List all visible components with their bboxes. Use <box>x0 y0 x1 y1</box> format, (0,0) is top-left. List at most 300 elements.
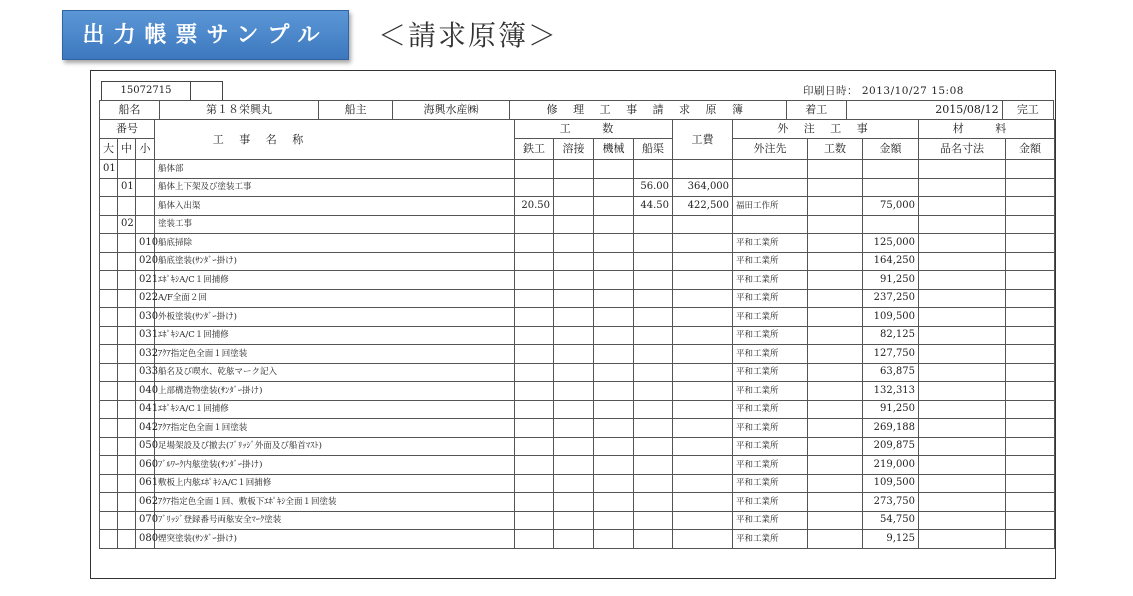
labor-cost-cell <box>673 382 733 401</box>
large-code-cell <box>100 197 118 216</box>
iron-hours-cell <box>515 160 554 179</box>
machine-hours-cell <box>594 215 634 234</box>
large-code-cell <box>100 308 118 327</box>
machine-hours-cell <box>594 345 634 364</box>
weld-hours-cell <box>554 419 594 438</box>
iron-hours-cell <box>515 400 554 419</box>
item-spec-label: 品名寸法 <box>919 139 1006 160</box>
table-row <box>100 474 1055 493</box>
vendor-cell: 平和工業所 <box>733 234 808 253</box>
vendor-hours-cell <box>808 456 863 475</box>
labor-cost-cell <box>673 252 733 271</box>
fitting-hours-cell <box>634 308 673 327</box>
machine-hours-cell <box>594 382 634 401</box>
weld-hours-cell <box>554 234 594 253</box>
vendor-cell: 平和工業所 <box>733 400 808 419</box>
labor-cost-cell <box>673 437 733 456</box>
large-code-cell <box>100 363 118 382</box>
ship-label: 船名 <box>100 101 160 120</box>
work-name-cell: 塗装工事 <box>155 215 515 234</box>
iron-label: 鉄工 <box>515 139 554 160</box>
material-amount-cell <box>1006 345 1055 364</box>
vendor-hours-cell <box>808 197 863 216</box>
mid-code-cell <box>118 400 136 419</box>
small-code-cell <box>136 215 155 234</box>
large-code-cell <box>100 345 118 364</box>
work-name-cell: 船体上下架及び塗装工事 <box>155 178 515 197</box>
machine-hours-cell <box>594 474 634 493</box>
machine-hours-cell <box>594 363 634 382</box>
small-label: 小 <box>136 139 155 160</box>
vendor-hours-cell <box>808 308 863 327</box>
material-amount-cell <box>1006 308 1055 327</box>
large-code-cell <box>100 178 118 197</box>
mid-code-cell: 02 <box>118 215 136 234</box>
print-datetime-value: 2013/10/27 15:08 <box>861 85 964 97</box>
work-name-cell: 船底掃除 <box>155 234 515 253</box>
amount-label: 金額 <box>863 139 919 160</box>
mid-code-cell <box>118 456 136 475</box>
vendor-hours-cell <box>808 511 863 530</box>
vendor-cell: 平和工業所 <box>733 363 808 382</box>
table-row <box>100 289 1055 308</box>
vendor-cell: 平和工業所 <box>733 493 808 512</box>
large-code-cell <box>100 474 118 493</box>
iron-hours-cell <box>515 474 554 493</box>
fitting-hours-cell <box>634 363 673 382</box>
small-code-cell: 070 <box>136 511 155 530</box>
small-code-cell: 022 <box>136 289 155 308</box>
amount-cell: 109,500 <box>863 308 919 327</box>
start-date: 2015/08/12 <box>846 101 1002 120</box>
material-amount-cell <box>1006 530 1055 549</box>
iron-hours-cell: 20.50 <box>515 197 554 216</box>
table-row <box>100 215 1055 234</box>
material-amount-cell <box>1006 160 1055 179</box>
fitting-hours-cell <box>634 271 673 290</box>
mid-code-cell <box>118 234 136 253</box>
vendor-hours-cell <box>808 289 863 308</box>
mid-code-cell: 01 <box>118 178 136 197</box>
labor-cost-cell <box>673 511 733 530</box>
mid-code-cell <box>118 197 136 216</box>
fitting-hours-cell: 56.00 <box>634 178 673 197</box>
manhours-label: 工 数 <box>515 120 673 139</box>
amount-cell: 269,188 <box>863 419 919 438</box>
amount-cell: 219,000 <box>863 456 919 475</box>
small-code-cell: 031 <box>136 326 155 345</box>
machine-hours-cell <box>594 530 634 549</box>
labor-cost-cell: 422,500 <box>673 197 733 216</box>
work-name-cell: ｱｸｱ指定色全面１回、敷板下ｴﾎﾟｷｼ全面１回塗装 <box>155 493 515 512</box>
ship-name: 第１８栄興丸 <box>159 101 318 120</box>
print-datetime-label: 印刷日時： <box>803 85 858 97</box>
machine-hours-cell <box>594 271 634 290</box>
table-row <box>100 326 1055 345</box>
item-spec-cell <box>919 363 1006 382</box>
table-row <box>100 178 1055 197</box>
labor-cost-cell <box>673 530 733 549</box>
iron-hours-cell <box>515 252 554 271</box>
vendor-cell <box>733 160 808 179</box>
labor-cost-label: 工費 <box>673 120 733 160</box>
weld-hours-cell <box>554 289 594 308</box>
weld-hours-cell <box>554 215 594 234</box>
weld-label: 溶接 <box>554 139 594 160</box>
table-row <box>100 419 1055 438</box>
ledger-title: 修 理 工 事 請 求 原 簿 <box>509 101 786 120</box>
mid-code-cell <box>118 511 136 530</box>
amount-cell: 237,250 <box>863 289 919 308</box>
vendor-cell: 平和工業所 <box>733 326 808 345</box>
work-name-cell: ｴﾎﾟｷｼA/C１回捕修 <box>155 271 515 290</box>
amount-cell: 125,000 <box>863 234 919 253</box>
mid-code-cell <box>118 326 136 345</box>
mid-code-cell <box>118 363 136 382</box>
item-spec-cell <box>919 326 1006 345</box>
fitting-hours-cell <box>634 326 673 345</box>
vendor-hours-cell <box>808 215 863 234</box>
vendor-cell: 平和工業所 <box>733 289 808 308</box>
table-row <box>100 252 1055 271</box>
amount-cell: 132,313 <box>863 382 919 401</box>
item-spec-cell <box>919 308 1006 327</box>
table-row <box>100 437 1055 456</box>
work-name-cell: A/F全面２回 <box>155 289 515 308</box>
small-code-cell: 010 <box>136 234 155 253</box>
vendor-cell: 平和工業所 <box>733 308 808 327</box>
work-name-label: 工 事 名 称 <box>155 120 515 160</box>
table-row <box>100 363 1055 382</box>
item-spec-cell <box>919 511 1006 530</box>
amount-cell <box>863 178 919 197</box>
amount-cell <box>863 215 919 234</box>
item-spec-cell <box>919 215 1006 234</box>
material-amount-cell <box>1006 456 1055 475</box>
vendor-cell: 平和工業所 <box>733 382 808 401</box>
vendor-hours-cell <box>808 382 863 401</box>
large-code-cell: 01 <box>100 160 118 179</box>
amount-cell: 63,875 <box>863 363 919 382</box>
small-code-cell: 062 <box>136 493 155 512</box>
fitting-hours-cell <box>634 160 673 179</box>
machine-hours-cell <box>594 437 634 456</box>
weld-hours-cell <box>554 382 594 401</box>
fitting-hours-cell <box>634 474 673 493</box>
material-amount-cell <box>1006 289 1055 308</box>
material-amount-cell <box>1006 400 1055 419</box>
item-spec-cell <box>919 419 1006 438</box>
ledger-table <box>99 100 1054 120</box>
vendor-cell: 平和工業所 <box>733 419 808 438</box>
iron-hours-cell <box>515 215 554 234</box>
amount-cell: 127,750 <box>863 345 919 364</box>
labor-cost-cell <box>673 234 733 253</box>
vendor-cell: 平和工業所 <box>733 345 808 364</box>
vendor-hours-cell <box>808 363 863 382</box>
item-spec-cell <box>919 456 1006 475</box>
fitting-label: 船渠 <box>634 139 673 160</box>
header-row-1 <box>100 101 1054 120</box>
print-datetime <box>803 83 964 98</box>
mid-code-cell <box>118 308 136 327</box>
large-label: 大 <box>100 139 118 160</box>
fitting-hours-cell <box>634 419 673 438</box>
weld-hours-cell <box>554 345 594 364</box>
large-code-cell <box>100 382 118 401</box>
mid-code-cell <box>118 160 136 179</box>
work-name-cell: 上部構造物塗装(ｻﾝﾀﾞｰ掛け) <box>155 382 515 401</box>
item-spec-cell <box>919 437 1006 456</box>
material-amount-cell <box>1006 511 1055 530</box>
start-label: 着工 <box>786 101 846 120</box>
material-amount-cell <box>1006 252 1055 271</box>
work-name-cell: 外板塗装(ｻﾝﾀﾞｰ掛け) <box>155 308 515 327</box>
machine-hours-cell <box>594 308 634 327</box>
vendor-hours-cell <box>808 437 863 456</box>
vendor-cell: 平和工業所 <box>733 511 808 530</box>
iron-hours-cell <box>515 493 554 512</box>
vendor-cell: 平和工業所 <box>733 474 808 493</box>
table-row <box>100 160 1055 179</box>
work-name-cell: ﾌﾞﾙﾜｰｸ内舷塗装(ｻﾝﾀﾞｰ掛け) <box>155 456 515 475</box>
item-spec-cell <box>919 530 1006 549</box>
weld-hours-cell <box>554 530 594 549</box>
iron-hours-cell <box>515 437 554 456</box>
item-spec-cell <box>919 345 1006 364</box>
labor-cost-cell <box>673 160 733 179</box>
mid-code-cell <box>118 382 136 401</box>
fitting-hours-cell <box>634 215 673 234</box>
labor-cost-cell <box>673 215 733 234</box>
vendor-hours-cell <box>808 400 863 419</box>
number-label: 番号 <box>100 120 155 139</box>
weld-hours-cell <box>554 197 594 216</box>
document-number: 15072715 <box>101 81 191 100</box>
vendor-cell: 平和工業所 <box>733 437 808 456</box>
weld-hours-cell <box>554 493 594 512</box>
vendor-cell: 平和工業所 <box>733 271 808 290</box>
iron-hours-cell <box>515 456 554 475</box>
item-spec-cell <box>919 400 1006 419</box>
amount-cell: 91,250 <box>863 400 919 419</box>
mid-label: 中 <box>118 139 136 160</box>
mid-code-cell <box>118 530 136 549</box>
machine-hours-cell <box>594 326 634 345</box>
iron-hours-cell <box>515 326 554 345</box>
large-code-cell <box>100 400 118 419</box>
labor-cost-cell <box>673 474 733 493</box>
labor-cost-cell <box>673 456 733 475</box>
small-code-cell <box>136 197 155 216</box>
work-name-cell: ｴﾎﾟｷｼA/C１回捕修 <box>155 400 515 419</box>
item-spec-cell <box>919 493 1006 512</box>
fitting-hours-cell <box>634 456 673 475</box>
labor-cost-cell <box>673 289 733 308</box>
vendor-cell: 平和工業所 <box>733 456 808 475</box>
fitting-hours-cell <box>634 400 673 419</box>
labor-cost-cell: 364,000 <box>673 178 733 197</box>
iron-hours-cell <box>515 363 554 382</box>
mid-code-cell <box>118 419 136 438</box>
machine-hours-cell <box>594 400 634 419</box>
large-code-cell <box>100 271 118 290</box>
work-name-cell: ｴﾎﾟｷｼA/C１回捕修 <box>155 326 515 345</box>
small-code-cell: 020 <box>136 252 155 271</box>
iron-hours-cell <box>515 530 554 549</box>
amount-cell <box>863 160 919 179</box>
vendor-cell <box>733 178 808 197</box>
item-spec-cell <box>919 160 1006 179</box>
labor-cost-cell <box>673 345 733 364</box>
large-code-cell <box>100 326 118 345</box>
fitting-hours-cell <box>634 289 673 308</box>
item-spec-cell <box>919 197 1006 216</box>
mid-code-cell <box>118 271 136 290</box>
weld-hours-cell <box>554 511 594 530</box>
machine-hours-cell <box>594 252 634 271</box>
table-row <box>100 400 1055 419</box>
iron-hours-cell <box>515 419 554 438</box>
weld-hours-cell <box>554 474 594 493</box>
labor-cost-cell <box>673 419 733 438</box>
work-name-cell: ｱｸｱ指定色全面１回塗装 <box>155 419 515 438</box>
amount-cell: 273,750 <box>863 493 919 512</box>
fitting-hours-cell <box>634 252 673 271</box>
mid-code-cell <box>118 437 136 456</box>
vendor-hours-cell <box>808 419 863 438</box>
labor-cost-cell <box>673 308 733 327</box>
sample-banner: 出力帳票サンプル <box>62 10 349 60</box>
machine-hours-cell <box>594 234 634 253</box>
material-label: 材 料 <box>919 120 1055 139</box>
machine-hours-cell <box>594 419 634 438</box>
material-amount-cell <box>1006 178 1055 197</box>
labor-cost-cell <box>673 326 733 345</box>
small-code-cell: 032 <box>136 345 155 364</box>
vendor-cell: 平和工業所 <box>733 252 808 271</box>
iron-hours-cell <box>515 289 554 308</box>
table-row <box>100 493 1055 512</box>
iron-hours-cell <box>515 271 554 290</box>
fitting-hours-cell <box>634 382 673 401</box>
weld-hours-cell <box>554 160 594 179</box>
ledger-rows <box>100 160 1055 549</box>
mid-code-cell <box>118 289 136 308</box>
large-code-cell <box>100 252 118 271</box>
amount-cell: 9,125 <box>863 530 919 549</box>
item-spec-cell <box>919 178 1006 197</box>
vendor-hours-cell <box>808 160 863 179</box>
material-amount-cell <box>1006 197 1055 216</box>
machine-hours-cell <box>594 197 634 216</box>
machine-label: 機械 <box>594 139 634 160</box>
table-row <box>100 530 1055 549</box>
amount-cell: 82,125 <box>863 326 919 345</box>
machine-hours-cell <box>594 289 634 308</box>
large-code-cell <box>100 215 118 234</box>
material-amount-cell <box>1006 215 1055 234</box>
weld-hours-cell <box>554 308 594 327</box>
item-spec-cell <box>919 289 1006 308</box>
material-amount-cell <box>1006 382 1055 401</box>
small-code-cell: 033 <box>136 363 155 382</box>
large-code-cell <box>100 456 118 475</box>
vendor-cell <box>733 215 808 234</box>
amount-cell: 109,500 <box>863 474 919 493</box>
small-code-cell: 042 <box>136 419 155 438</box>
vendor-hours-label: 工数 <box>808 139 863 160</box>
table-row <box>100 345 1055 364</box>
small-code-cell: 050 <box>136 437 155 456</box>
sheet-top-line <box>91 71 1055 101</box>
vendor-hours-cell <box>808 252 863 271</box>
iron-hours-cell <box>515 234 554 253</box>
material-amount-cell <box>1006 474 1055 493</box>
iron-hours-cell <box>515 308 554 327</box>
amount-cell: 209,875 <box>863 437 919 456</box>
work-name-cell: 足場架設及び撤去(ﾌﾞﾘｯｼﾞ外面及び船首ﾏｽﾄ) <box>155 437 515 456</box>
mid-code-cell <box>118 474 136 493</box>
item-spec-cell <box>919 252 1006 271</box>
weld-hours-cell <box>554 437 594 456</box>
material-amount-cell <box>1006 326 1055 345</box>
table-row <box>100 197 1055 216</box>
item-spec-cell <box>919 234 1006 253</box>
small-code-cell: 041 <box>136 400 155 419</box>
large-code-cell <box>100 530 118 549</box>
item-spec-cell <box>919 474 1006 493</box>
mid-code-cell <box>118 345 136 364</box>
vendor-hours-cell <box>808 326 863 345</box>
work-name-cell: 船名及び喫水、乾舷マーク記入 <box>155 363 515 382</box>
large-code-cell <box>100 234 118 253</box>
small-code-cell: 040 <box>136 382 155 401</box>
material-amount-label: 金額 <box>1006 139 1055 160</box>
iron-hours-cell <box>515 178 554 197</box>
vendor-cell: 福田工作所 <box>733 197 808 216</box>
vendor-hours-cell <box>808 345 863 364</box>
amount-cell: 164,250 <box>863 252 919 271</box>
item-spec-cell <box>919 382 1006 401</box>
work-name-cell: 船体入出渠 <box>155 197 515 216</box>
header-row-2 <box>100 120 1055 139</box>
iron-hours-cell <box>515 382 554 401</box>
machine-hours-cell <box>594 178 634 197</box>
weld-hours-cell <box>554 400 594 419</box>
work-name-cell: 煙突塗装(ｻﾝﾀﾞｰ掛け) <box>155 530 515 549</box>
small-code-cell: 061 <box>136 474 155 493</box>
small-code-cell: 021 <box>136 271 155 290</box>
small-code-cell: 030 <box>136 308 155 327</box>
vendor-hours-cell <box>808 530 863 549</box>
labor-cost-cell <box>673 400 733 419</box>
table-row <box>100 308 1055 327</box>
vendor-hours-cell <box>808 474 863 493</box>
document-number-suffix-box <box>190 81 223 100</box>
page-subtitle: ＜請求原簿＞ <box>378 19 559 52</box>
amount-cell: 75,000 <box>863 197 919 216</box>
mid-code-cell <box>118 493 136 512</box>
small-code-cell <box>136 160 155 179</box>
work-name-cell: 敷板上内舷ｴﾎﾟｷｼA/C１回捕修 <box>155 474 515 493</box>
ledger-body-table <box>99 119 1055 549</box>
amount-cell: 54,750 <box>863 511 919 530</box>
finish-label: 完工 <box>1002 101 1053 120</box>
table-row <box>100 382 1055 401</box>
fitting-hours-cell <box>634 437 673 456</box>
iron-hours-cell <box>515 345 554 364</box>
